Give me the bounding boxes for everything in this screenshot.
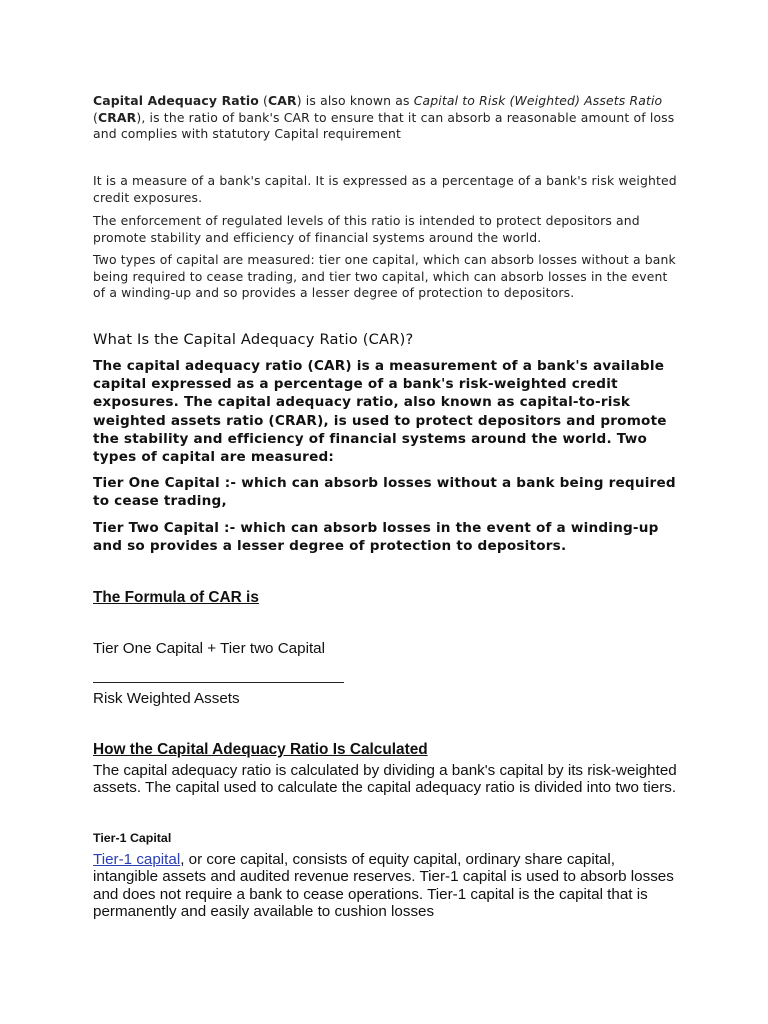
intro-text: ( [93, 109, 98, 125]
tier1-paragraph [93, 851, 683, 920]
what-is-body: The capital adequacy ratio (CAR) is a measurement of a bank's available capital expressed as a percentage of a bank's risk-weighted credit exposures. The capital adequacy ratio, also known as capital-to-risk weighted assets ratio (CRAR), is used to protect depositors and promote the stability and efficiency of financial systems around the world. Two types of capital are measured: [93, 358, 667, 466]
tier1-body: , or core capital, consists of equity capital, ordinary share capital, intangible assets and audited revenue reserves. Tier-1 capital is used to absorb losses and does not require a bank to cease operations. Tier-1 capital is the capital that is permanently and easily available to cushion losses [93, 851, 674, 920]
tier1-capital-link[interactable]: Tier-1 capital [93, 851, 181, 868]
enforcement-paragraph: The enforcement of regulated levels of this ratio is intended to protect depositors and promote stability and efficiency of financial systems around the world. [93, 213, 640, 245]
tier1-heading: Tier-1 Capital [93, 831, 172, 845]
intro-text: ), is the ratio of bank's CAR to ensure that it can absorb a reasonable amount of loss and complies with statutory Capital requirement [93, 109, 675, 142]
intro-text: ( [258, 93, 269, 108]
measure-paragraph: It is a measure of a bank's capital. It is expressed as a percentage of a bank's risk weighted credit exposures. [93, 173, 677, 205]
calculated-heading: How the Capital Adequacy Ratio Is Calculated [93, 741, 428, 758]
tier-two-definition: Tier Two Capital :- which can absorb losses in the event of a winding-up and so provides a lesser degree of protection to depositors. [93, 520, 659, 555]
car-abbr: CAR [268, 93, 297, 108]
intro-paragraph [93, 93, 683, 143]
two-types-paragraph: Two types of capital are measured: tier one capital, which can absorb losses without a bank being required to cease trading, and tier two capital, which can absorb losses in the event of a winding-up and so provides a lesser degree of protection to depositors. [93, 252, 676, 301]
formula-denominator: Risk Weighted Assets [93, 690, 240, 707]
crar-abbr: CRAR [97, 109, 137, 125]
calculated-body: The capital adequacy ratio is calculated by dividing a bank's capital by its risk-weighted assets. The capital used to calculate the capital adequacy ratio is divided into two tiers. [93, 762, 677, 797]
car-term: Capital Adequacy Ratio [93, 93, 259, 108]
crar-term: Capital to Risk (Weighted) Assets Ratio [413, 93, 663, 108]
fraction-line [93, 682, 344, 683]
what-is-heading: What Is the Capital Adequacy Ratio (CAR)? [93, 331, 414, 348]
tier-one-definition: Tier One Capital :- which can absorb losses without a bank being required to cease trading, [93, 475, 676, 510]
formula-heading: The Formula of CAR is [93, 589, 259, 606]
intro-text: ) is also known as [296, 93, 414, 108]
formula-numerator: Tier One Capital + Tier two Capital [93, 640, 325, 657]
